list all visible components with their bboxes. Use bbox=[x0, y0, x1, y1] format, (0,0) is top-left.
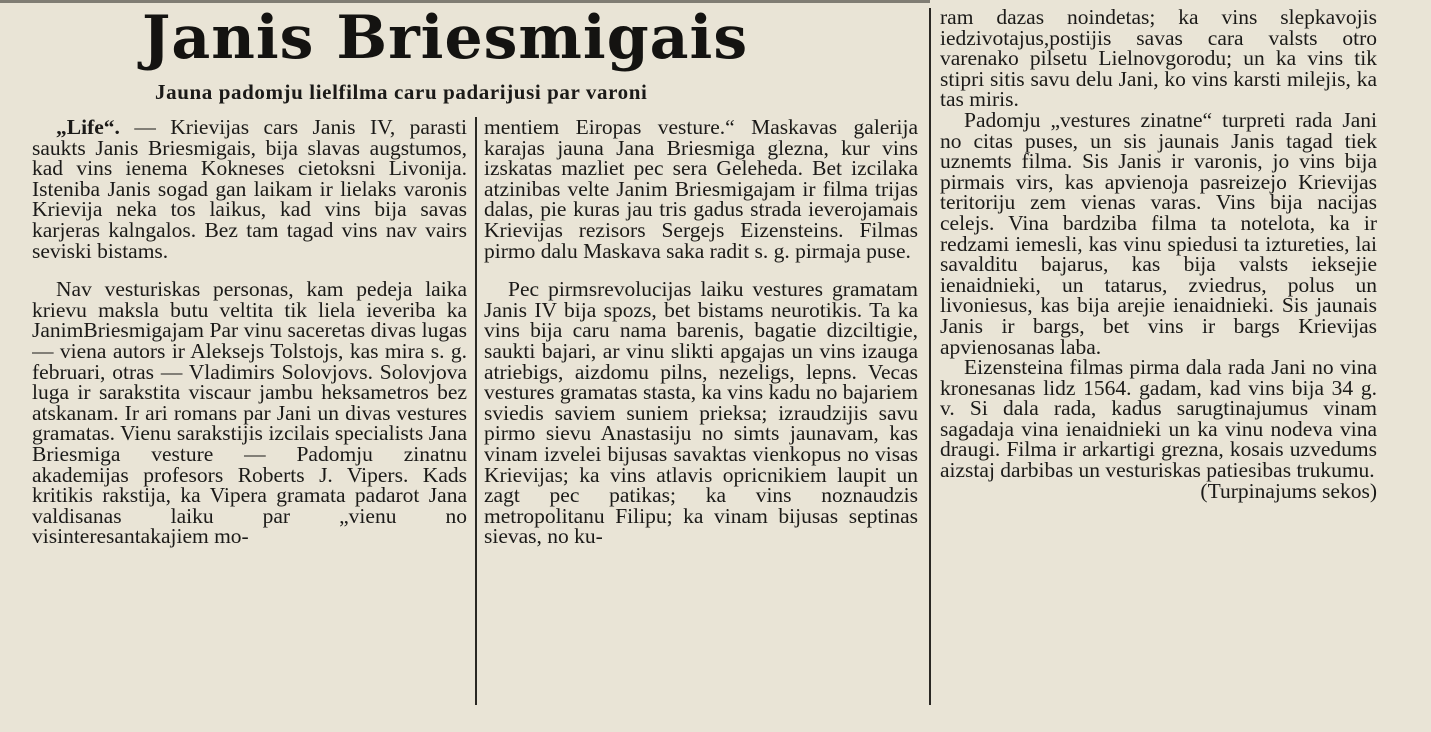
text-column-3 bbox=[940, 7, 1377, 707]
paragraph-text: — Krievijas cars Janis IV, parasti saukts Janis Briesmigais, bija slavas augstumos, kad vins ienema Kokneses cietoksni Livonija. Isteniba Janis sogad gan laikam ir lielaks varonis Krievija neka tos laikus, kad vins bija savas karjeras kalngalos. Bez tam tagad vins nav vairs seviski bistams. bbox=[32, 117, 467, 263]
paragraph bbox=[32, 117, 467, 261]
paragraph-text: Eizensteina filmas pirma dala rada Jani no vina kronesanas lidz 1564. gadam, kad vins bija 34 g. v. Si dala rada, kadus sarugtinajumus vinam sagadaja vina ienaidnieki un ka vinu nodeva vina draugi. Filma ir arkartigi grezna, kosais uzvedums aizstaj darbibas un vesturiskas patiesibas trukumu. bbox=[940, 355, 1377, 483]
paragraph: mentiem Eiropas vesture.“ Maskavas galerija karajas jauna Jana Briesmiga glezna, kur vins izskatas mazliet pec sera Geleheda. Bet izcilaka atzinibas velte Janim Briesmigajam ir filma trijas dalas, pie kuras jau tris gadus strada ieverojamais Krievijas rezisors Sergejs Eizensteins. Filmas pirmo dalu Maskava saka radit s. g. pirmaja puse. bbox=[484, 117, 918, 263]
paragraph bbox=[940, 355, 1377, 503]
article-subheadline: Jauna padomju lielfilma caru padarijusi par varoni bbox=[155, 80, 648, 104]
column-divider bbox=[929, 8, 931, 705]
article-headline: Janis Briesmigais bbox=[142, 3, 749, 73]
text-column-1 bbox=[32, 117, 467, 717]
paragraph: Padomju „vestures zinatne“ turpreti rada Jani no citas puses, un sis jaunais Janis tagad tiek uznemts filma. Sis Janis ir varonis, jo vins bija pirmais virs, kas apvienoja pasreizejo Krievijas teritoriju zem vienas varas. Vins bija nacijas celejs. Vina bardziba filma ta notelota, ka ir redzami iemesli, kas vinu spiedusi ta iztureties, lai savalditu bajarus, kas bija valsts ieksejie ienaidnieki, un tatarus, zviedrus, polus un livoniesus, kas bija arejie ienaidnieki. Sis jaunais Janis ir bargs, bet vins ir bargs Krievijas apvienosanas laba. bbox=[940, 107, 1377, 359]
paragraph: Nav vesturiskas personas, kam pedeja laika krievu maksla butu veltita tik liela ieveriba ka JanimBriesmigajam Par vinu saceretas divas lugas — viena autors ir Aleksejs Tolstojs, kas mira s. g. februari, otras — Vladimirs Solovjovs. Solovjova luga ir sarakstita viscaur jambu heksametros bez atskanam. Ir ari romans par Jani un divas vestures gramatas. Vienu sarakstijis izcilais specialists Jana Briesmiga vesture — Padomju zinatnu akademijas profesors Roberts J. Vipers. Kads kritikis rakstija, ka Vipera gramata padarot Jana valdisanas laiku par „vienu no visinteresantakajiem mo- bbox=[32, 277, 467, 549]
column-divider bbox=[475, 117, 477, 705]
source-credit: „Life“. bbox=[56, 117, 120, 139]
paragraph: Pec pirmsrevolucijas laiku vestures gramatam Janis IV bija spozs, bet bistams neurotikis. Ta ka vins bija caru nama barenis, bagatie dizciltigie, saukti bajari, ar vinu slikti apgajas un vins izauga atriebigs, aizdomu pilns, nezeligs, lepns. Vecas vestures gramatas stasta, ka vins kadu no bajariem sviedis saviem suniem prieksa; izraudzijis savu pirmo sievu Anastasiju no simts jaunavam, kas vinam izvelei bijusas savaktas vienkopus no visas Krievijas; ka vins atlavis opricnikiem laupit un zagt pec patikas; ka vins noznaudzis metropolitanu Filipu; ka vinam bijusas septinas sievas, no ku- bbox=[484, 277, 918, 549]
text-column-2 bbox=[484, 117, 918, 717]
continued-note: (Turpinajums sekos) bbox=[1200, 478, 1377, 503]
paragraph: ram dazas noindetas; ka vins slepkavojis iedzivotajus,postijis savas cara valsts otro varenako pilsetu Lielnovgorodu; un ka vins tik stipri sitis savu delu Jani, ko vins karsti milejis, ka tas miris. bbox=[940, 7, 1377, 112]
